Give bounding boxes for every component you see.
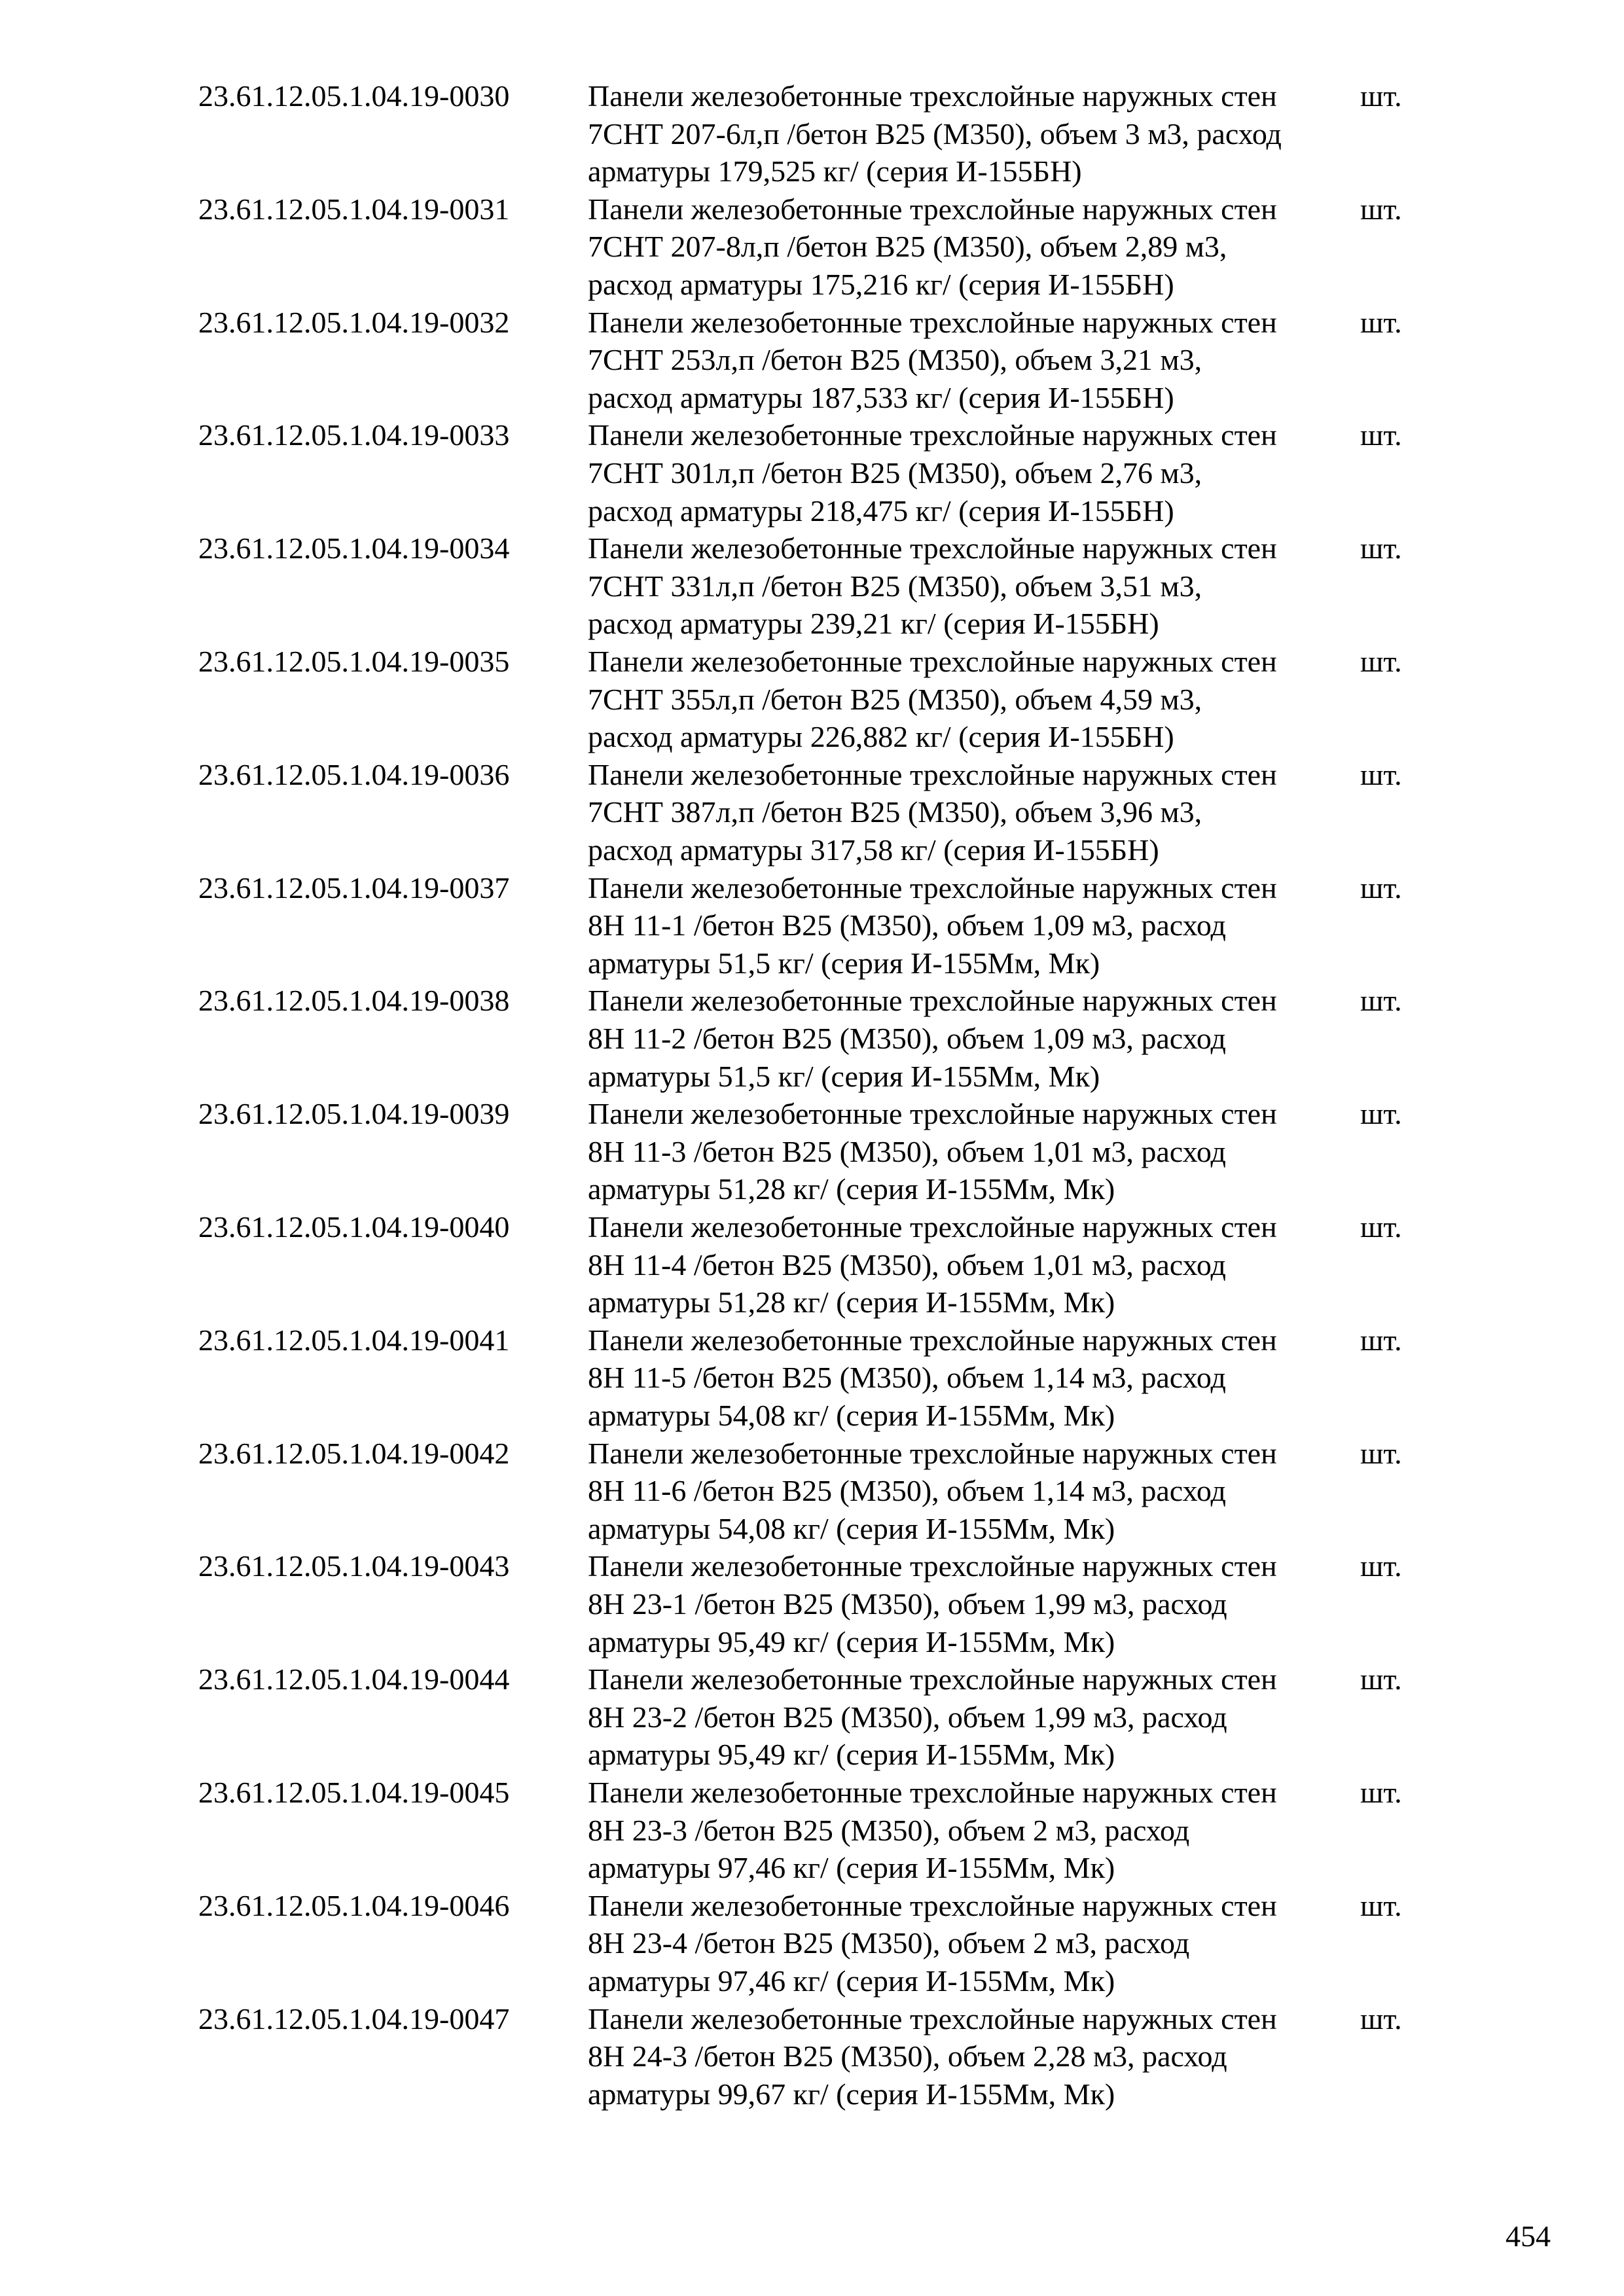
entry-row [198,1095,1442,1208]
entry-unit: шт. [1360,1549,1402,1583]
entry-code: 23.61.12.05.1.04.19-0037 [198,870,510,905]
entry-row [198,416,1442,529]
entry-description [588,529,1277,643]
entry-description-line: 8Н 23-1 /бетон В25 (М350), объем 1,99 м3, расход [588,1587,1227,1621]
entry-description-line: арматуры 99,67 кг/ (серия И-155Мм, Мк) [588,2077,1115,2111]
entry-unit: шт. [1360,1323,1402,1357]
entry-description-line: Панели железобетонные трехслойные наружных стен [588,1097,1277,1131]
entry-description-line: Панели железобетонные трехслойные наружных стен [588,2001,1277,2036]
entry-unit: шт. [1360,79,1402,113]
entry-description-line: Панели железобетонные трехслойные наружных стен [588,757,1277,791]
entry-description-line: Панели железобетонные трехслойные наружных стен [588,1775,1277,1809]
entry-description [588,1208,1277,1321]
entry-description-line: Панели железобетонные трехслойные наружных стен [588,1888,1277,1922]
page-number: 454 [1506,2219,1551,2253]
entry-row [198,1208,1442,1321]
entry-description-line: 8Н 23-2 /бетон В25 (М350), объем 1,99 м3, расход [588,1700,1227,1734]
entry-unit: шт. [1360,1097,1402,1131]
entry-description [588,416,1277,529]
entry-description-line: 7СНТ 207-8л,п /бетон В25 (М350), объем 2,89 м3, [588,230,1227,264]
entry-description-line: Панели железобетонные трехслойные наружных стен [588,1436,1277,1470]
entry-row [198,77,1442,190]
entry-description-line: расход арматуры 226,882 кг/ (серия И-155БН) [588,720,1174,754]
entry-row [198,869,1442,982]
entry-description-line: 7СНТ 355л,п /бетон В25 (М350), объем 4,59 м3, [588,682,1202,716]
entry-row [198,190,1442,304]
entry-code: 23.61.12.05.1.04.19-0033 [198,418,510,452]
entry-code: 23.61.12.05.1.04.19-0043 [198,1549,510,1583]
entry-description-line: 8Н 11-2 /бетон В25 (М350), объем 1,09 м3, расход [588,1021,1226,1055]
entry-description-line: 7СНТ 387л,п /бетон В25 (М350), объем 3,96 м3, [588,795,1202,829]
entry-description-line: арматуры 51,5 кг/ (серия И-155Мм, Мк) [588,1059,1100,1093]
entry-description [588,869,1277,982]
entry-code: 23.61.12.05.1.04.19-0032 [198,305,510,339]
entry-description-line: 8Н 11-5 /бетон В25 (М350), объем 1,14 м3, расход [588,1361,1226,1395]
entry-unit: шт. [1360,757,1402,791]
entry-description [588,1435,1277,1548]
entry-description-line: арматуры 95,49 кг/ (серия И-155Мм, Мк) [588,1624,1115,1659]
entry-code: 23.61.12.05.1.04.19-0039 [198,1097,510,1131]
entry-description-line: расход арматуры 317,58 кг/ (серия И-155БН) [588,833,1159,867]
entry-description [588,1774,1277,1887]
entry-description-line: 8Н 24-3 /бетон В25 (М350), объем 2,28 м3, расход [588,2039,1227,2073]
entry-row [198,1887,1442,2000]
entry-description [588,2000,1277,2113]
entry-description-line: арматуры 95,49 кг/ (серия И-155Мм, Мк) [588,1738,1115,1772]
entry-row [198,1435,1442,1548]
entry-description [588,1095,1277,1208]
entry-description [588,643,1277,756]
entry-description [588,77,1282,190]
entry-code: 23.61.12.05.1.04.19-0040 [198,1210,510,1244]
entry-row [198,2000,1442,2113]
entry-code: 23.61.12.05.1.04.19-0034 [198,531,510,565]
entry-description-line: арматуры 51,28 кг/ (серия И-155Мм, Мк) [588,1285,1115,1319]
entry-description-line: 8Н 11-1 /бетон В25 (М350), объем 1,09 м3, расход [588,908,1226,942]
entry-unit: шт. [1360,192,1402,226]
entry-unit: шт. [1360,870,1402,905]
entry-description-line: 7СНТ 207-6л,п /бетон В25 (М350), объем 3 м3, расход [588,117,1282,151]
entry-description-line: Панели железобетонные трехслойные наружных стен [588,984,1277,1018]
entry-code: 23.61.12.05.1.04.19-0042 [198,1436,510,1470]
entry-description-line: арматуры 179,525 кг/ (серия И-155БН) [588,154,1082,188]
entry-row [198,1774,1442,1887]
entry-code: 23.61.12.05.1.04.19-0038 [198,984,510,1018]
entry-description-line: 7СНТ 301л,п /бетон В25 (М350), объем 2,76 м3, [588,456,1202,490]
entry-unit: шт. [1360,1210,1402,1244]
entry-description-line: Панели железобетонные трехслойные наружных стен [588,870,1277,905]
entry-row [198,1547,1442,1660]
entry-description [588,1547,1277,1660]
entry-description [588,304,1277,417]
entry-description [588,1887,1277,2000]
entry-description-line: Панели железобетонные трехслойные наружных стен [588,1662,1277,1696]
entry-description-line: 8Н 11-6 /бетон В25 (М350), объем 1,14 м3, расход [588,1474,1226,1508]
entry-row [198,529,1442,643]
entry-description-line: арматуры 51,28 кг/ (серия И-155Мм, Мк) [588,1172,1115,1206]
entry-description-line: арматуры 54,08 кг/ (серия И-155Мм, Мк) [588,1511,1115,1545]
entry-unit: шт. [1360,531,1402,565]
entry-description-line: расход арматуры 175,216 кг/ (серия И-155БН) [588,267,1174,301]
entry-description [588,982,1277,1095]
entry-description-line: арматуры 97,46 кг/ (серия И-155Мм, Мк) [588,1964,1115,1998]
entry-description-line: 7СНТ 331л,п /бетон В25 (М350), объем 3,51 м3, [588,569,1202,603]
entry-unit: шт. [1360,1436,1402,1470]
entry-description [588,1321,1277,1435]
entry-unit: шт. [1360,1775,1402,1809]
price-list-entries [198,77,1442,2113]
entry-description-line: 8Н 11-4 /бетон В25 (М350), объем 1,01 м3, расход [588,1247,1226,1282]
entry-description-line: Панели железобетонные трехслойные наружных стен [588,305,1277,339]
entry-code: 23.61.12.05.1.04.19-0035 [198,644,510,678]
entry-description-line: Панели железобетонные трехслойные наружных стен [588,192,1277,226]
entry-description-line: Панели железобетонные трехслойные наружных стен [588,418,1277,452]
entry-code: 23.61.12.05.1.04.19-0044 [198,1662,510,1696]
entry-description [588,190,1277,304]
entry-description-line: Панели железобетонные трехслойные наружных стен [588,1549,1277,1583]
entry-row [198,643,1442,756]
entry-row [198,304,1442,417]
entry-description [588,1660,1277,1774]
entry-row [198,1321,1442,1435]
entry-description-line: 8Н 11-3 /бетон В25 (М350), объем 1,01 м3, расход [588,1134,1226,1168]
entry-description-line: арматуры 97,46 кг/ (серия И-155Мм, Мк) [588,1851,1115,1885]
entry-unit: шт. [1360,1888,1402,1922]
entry-unit: шт. [1360,644,1402,678]
entry-description-line: расход арматуры 239,21 кг/ (серия И-155БН) [588,607,1159,641]
entry-description [588,756,1277,869]
entry-unit: шт. [1360,2001,1402,2036]
entry-row [198,756,1442,869]
entry-row [198,982,1442,1095]
entry-description-line: Панели железобетонные трехслойные наружных стен [588,1323,1277,1357]
entry-description-line: арматуры 54,08 кг/ (серия И-155Мм, Мк) [588,1398,1115,1432]
entry-description-line: 8Н 23-4 /бетон В25 (М350), объем 2 м3, расход [588,1926,1190,1960]
entry-description-line: расход арматуры 187,533 кг/ (серия И-155БН) [588,380,1174,414]
entry-code: 23.61.12.05.1.04.19-0036 [198,757,510,791]
entry-description-line: арматуры 51,5 кг/ (серия И-155Мм, Мк) [588,946,1100,980]
entry-description-line: Панели железобетонные трехслойные наружных стен [588,79,1277,113]
entry-unit: шт. [1360,984,1402,1018]
entry-code: 23.61.12.05.1.04.19-0047 [198,2001,510,2036]
entry-description-line: Панели железобетонные трехслойные наружных стен [588,1210,1277,1244]
entry-description-line: расход арматуры 218,475 кг/ (серия И-155БН) [588,493,1174,528]
entry-code: 23.61.12.05.1.04.19-0031 [198,192,510,226]
entry-unit: шт. [1360,305,1402,339]
entry-description-line: 8Н 23-3 /бетон В25 (М350), объем 2 м3, расход [588,1813,1190,1847]
entry-code: 23.61.12.05.1.04.19-0046 [198,1888,510,1922]
entry-description-line: Панели железобетонные трехслойные наружных стен [588,644,1277,678]
entry-description-line: 7СНТ 253л,п /бетон В25 (М350), объем 3,21 м3, [588,343,1202,377]
entry-code: 23.61.12.05.1.04.19-0030 [198,79,510,113]
entry-code: 23.61.12.05.1.04.19-0045 [198,1775,510,1809]
entry-row [198,1660,1442,1774]
entry-code: 23.61.12.05.1.04.19-0041 [198,1323,510,1357]
entry-description-line: Панели железобетонные трехслойные наружных стен [588,531,1277,565]
entry-unit: шт. [1360,1662,1402,1696]
entry-unit: шт. [1360,418,1402,452]
